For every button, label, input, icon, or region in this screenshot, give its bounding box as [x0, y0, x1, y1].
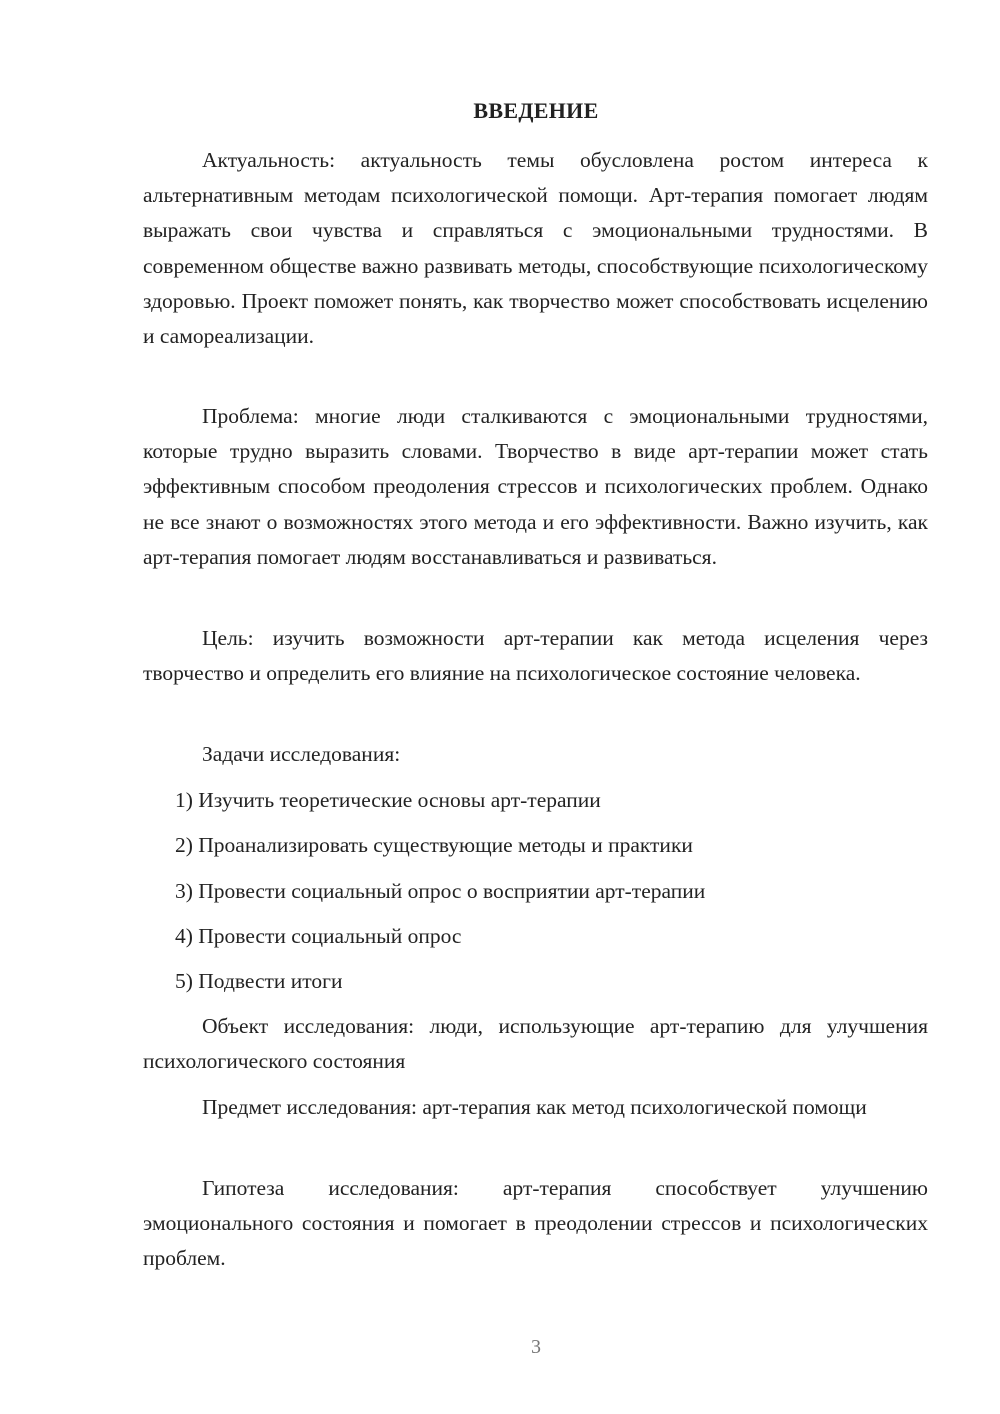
tasks-title: Задачи исследования:	[202, 742, 401, 766]
paragraph-problem: Проблема: многие люди сталкиваются с эмоциональными трудностями, которые трудно выразить словами. Творчество в виде арт-терапии может стать эффективным способом преодоления стрессов и психологических проблем. Однако не все знают о возможностях этого метода и его эффективности. Важно изучить, как арт-терапия помогает людям восстанавливаться и развиваться.	[143, 404, 928, 569]
list-item: 4) Провести социальный опрос	[175, 924, 462, 948]
paragraph-relevance: Актуальность: актуальность темы обусловлена ростом интереса к альтернативным методам психологической помощи. Арт-терапия помогает людям выражать свои чувства и справляться с эмоциональными трудностями. В современном обществе важно развивать методы, способствующие психологическому здоровью. Проект поможет понять, как творчество может способствовать исцелению и самореализации.	[143, 148, 928, 349]
list-item: 3) Провести социальный опрос о восприятии арт-терапии	[175, 879, 706, 903]
paragraph-goal: Цель: изучить возможности арт-терапии как метода исцеления через творчество и определить его влияние на психологическое состояние человека.	[143, 626, 928, 686]
page-number: 3	[531, 1336, 541, 1358]
list-item: 1) Изучить теоретические основы арт-терапии	[175, 788, 601, 812]
list-item: 5) Подвести итоги	[175, 969, 343, 993]
paragraph-hypothesis: Гипотеза исследования: арт-терапия способствует улучшению эмоционального состояния и помогает в преодолении стрессов и психологических проблем.	[143, 1176, 928, 1271]
list-item: 2) Проанализировать существующие методы и практики	[175, 833, 693, 857]
paragraph-object: Объект исследования: люди, использующие арт-терапию для улучшения психологического состояния	[143, 1014, 928, 1074]
section-heading: ВВЕДЕНИЕ	[473, 98, 599, 123]
paragraph-subject: Предмет исследования: арт-терапия как метод психологической помощи	[202, 1095, 867, 1119]
